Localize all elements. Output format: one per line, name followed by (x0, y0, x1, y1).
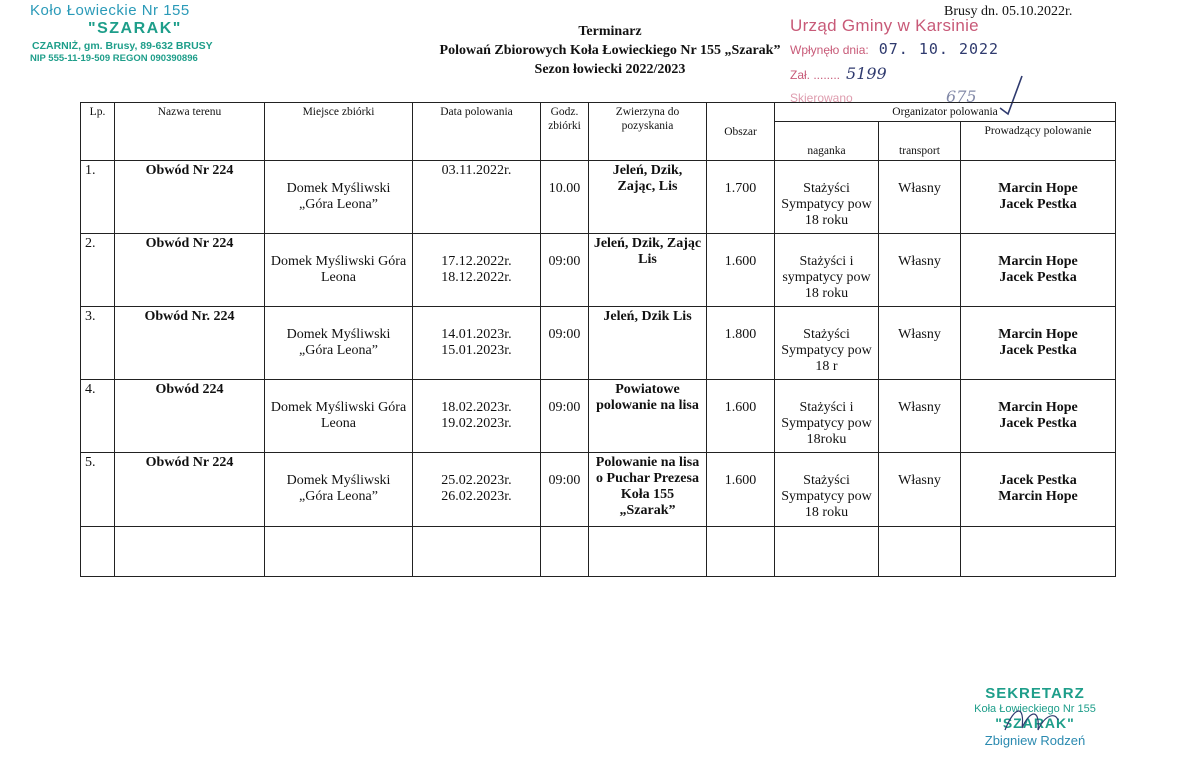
schedule-table (80, 102, 1116, 577)
cell-empty (115, 527, 265, 577)
cell-empty (879, 527, 961, 577)
cell-leader (961, 453, 1116, 527)
cell-meeting: Domek Myśliwski Góra Leona (265, 234, 413, 307)
cell-date: 14.01.2023r. 15.01.2023r. (413, 307, 541, 380)
leader-name: Marcin Hope (998, 327, 1078, 342)
cell-time: 09:00 (541, 380, 589, 453)
cell-transport: Własny (879, 453, 961, 527)
cell-meeting: Domek Myśliwski „Góra Leona” (265, 161, 413, 234)
header-drive: naganka (775, 122, 879, 161)
received-date: 07. 10. 2022 (878, 40, 1000, 58)
header-meeting: Miejsce zbiórki (265, 103, 413, 161)
number-value: 5199 (846, 64, 887, 83)
secretary-stamp-club: Koła Łowieckiego Nr 155 (974, 703, 1096, 715)
header-organizer: Organizator polowania (775, 103, 1116, 122)
cell-date: 03.11.2022r. (413, 161, 541, 234)
table-row (81, 161, 1116, 234)
cell-drive: Stażyści Sympatycy pow 18 roku (775, 161, 879, 234)
cell-transport: Własny (879, 161, 961, 234)
assigned-value: 675 (946, 87, 977, 106)
cell-time: 09:00 (541, 234, 589, 307)
cell-area: Obwód Nr 224 (115, 453, 265, 527)
document-title: Terminarz (578, 24, 642, 39)
cell-empty (265, 527, 413, 577)
header-lp: Lp. (81, 103, 115, 161)
table-row (81, 380, 1116, 453)
cell-game: Jeleń, Dzik Lis (589, 307, 707, 380)
cell-lp: 1. (81, 161, 115, 234)
leader-name: Marcin Hope (998, 400, 1078, 415)
cell-date: 17.12.2022r. 18.12.2022r. (413, 234, 541, 307)
secretary-stamp-title: SEKRETARZ (985, 685, 1085, 702)
leader-name: Jacek Pestka (999, 197, 1077, 212)
club-stamp-name: Koło Łowieckie Nr 155 (30, 2, 190, 19)
document-season: Sezon łowiecki 2022/2023 (534, 62, 686, 77)
header-time: Godz. zbiórki (541, 103, 589, 161)
cell-lp: 5. (81, 453, 115, 527)
club-stamp-ids: NIP 555-11-19-509 REGON 090390896 (30, 53, 198, 64)
club-stamp-address: CZARNIŻ, gm. Brusy, 89-632 BRUSY (32, 40, 213, 52)
cell-game: Powiatowe polowanie na lisa (589, 380, 707, 453)
cell-empty (961, 527, 1116, 577)
table-body (81, 161, 1116, 577)
cell-time: 09:00 (541, 307, 589, 380)
cell-drive: Stażyści i Sympatycy pow 18roku (775, 380, 879, 453)
cell-drive: Stażyści Sympatycy pow 18 roku (775, 453, 879, 527)
cell-size: 1.800 (707, 307, 775, 380)
cell-empty (775, 527, 879, 577)
cell-lp: 4. (81, 380, 115, 453)
club-stamp (30, 2, 260, 64)
cell-date: 18.02.2023r. 19.02.2023r. (413, 380, 541, 453)
office-stamp-received (790, 40, 1090, 58)
cell-empty (81, 527, 115, 577)
cell-game: Jeleń, Dzik, Zając Lis (589, 234, 707, 307)
cell-size: 1.600 (707, 234, 775, 307)
cell-size: 1.600 (707, 380, 775, 453)
header-size: Obszar (707, 103, 775, 161)
document-header (380, 22, 840, 79)
assigned-label: Skierowano (790, 91, 853, 105)
header-date: Data polowania (413, 103, 541, 161)
cell-leader (961, 161, 1116, 234)
table-row (81, 453, 1116, 527)
cell-area: Obwód 224 (115, 380, 265, 453)
cell-leader (961, 307, 1116, 380)
cell-transport: Własny (879, 380, 961, 453)
office-stamp-name: Urząd Gminy w Karsinie (790, 16, 979, 35)
signature (1000, 700, 1060, 740)
cell-empty (589, 527, 707, 577)
cell-time: 10.00 (541, 161, 589, 234)
header-transport: transport (879, 122, 961, 161)
cell-drive: Stażyści i sympatycy pow 18 roku (775, 234, 879, 307)
cell-meeting: Domek Myśliwski „Góra Leona” (265, 453, 413, 527)
cell-transport: Własny (879, 307, 961, 380)
document-subtitle: Polowań Zbiorowych Koła Łowieckiego Nr 155 „Szarak” (439, 43, 781, 58)
cell-time: 09:00 (541, 453, 589, 527)
cell-empty (413, 527, 541, 577)
header-area: Nazwa terenu (115, 103, 265, 161)
cell-area: Obwód Nr. 224 (115, 307, 265, 380)
cell-lp: 2. (81, 234, 115, 307)
table-row (81, 307, 1116, 380)
leader-name: Marcin Hope (998, 254, 1078, 269)
cell-size: 1.700 (707, 161, 775, 234)
club-stamp-brand: "SZARAK" (88, 20, 182, 37)
cell-area: Obwód Nr 224 (115, 161, 265, 234)
table-header-row (81, 103, 1116, 122)
cell-leader (961, 234, 1116, 307)
cell-empty (707, 527, 775, 577)
received-label: Wpłynęło dnia: (790, 43, 869, 57)
cell-meeting: Domek Myśliwski Góra Leona (265, 380, 413, 453)
table-row (81, 234, 1116, 307)
place-date: Brusy dn. 05.10.2022r. (944, 4, 1073, 19)
cell-game: Jeleń, Dzik, Zając, Lis (589, 161, 707, 234)
cell-area: Obwód Nr 224 (115, 234, 265, 307)
leader-name: Jacek Pestka (999, 343, 1077, 358)
cell-size: 1.600 (707, 453, 775, 527)
cell-drive: Stażyści Sympatycy pow 18 r (775, 307, 879, 380)
cell-date: 25.02.2023r. 26.02.2023r. (413, 453, 541, 527)
cell-transport: Własny (879, 234, 961, 307)
secretary-stamp-brand: "SZARAK" (995, 715, 1075, 731)
leader-name: Jacek Pestka (999, 473, 1077, 488)
table-row-empty (81, 527, 1116, 577)
leader-name: Jacek Pestka (999, 270, 1077, 285)
cell-meeting: Domek Myśliwski „Góra Leona” (265, 307, 413, 380)
cell-game: Polowanie na lisa o Puchar Prezesa Koła 155 „Szarak” (589, 453, 707, 527)
cell-lp: 3. (81, 307, 115, 380)
header-game: Zwierzyna do pozyskania (589, 103, 707, 161)
cell-empty (541, 527, 589, 577)
leader-name: Jacek Pestka (999, 416, 1077, 431)
header-leader: Prowadzący polowanie (961, 122, 1116, 161)
secretary-stamp-person: Zbigniew Rodzeń (984, 733, 1086, 748)
leader-name: Marcin Hope (998, 181, 1078, 196)
leader-name: Marcin Hope (998, 489, 1078, 504)
number-label: Zał. ........ (790, 68, 841, 82)
cell-leader (961, 380, 1116, 453)
